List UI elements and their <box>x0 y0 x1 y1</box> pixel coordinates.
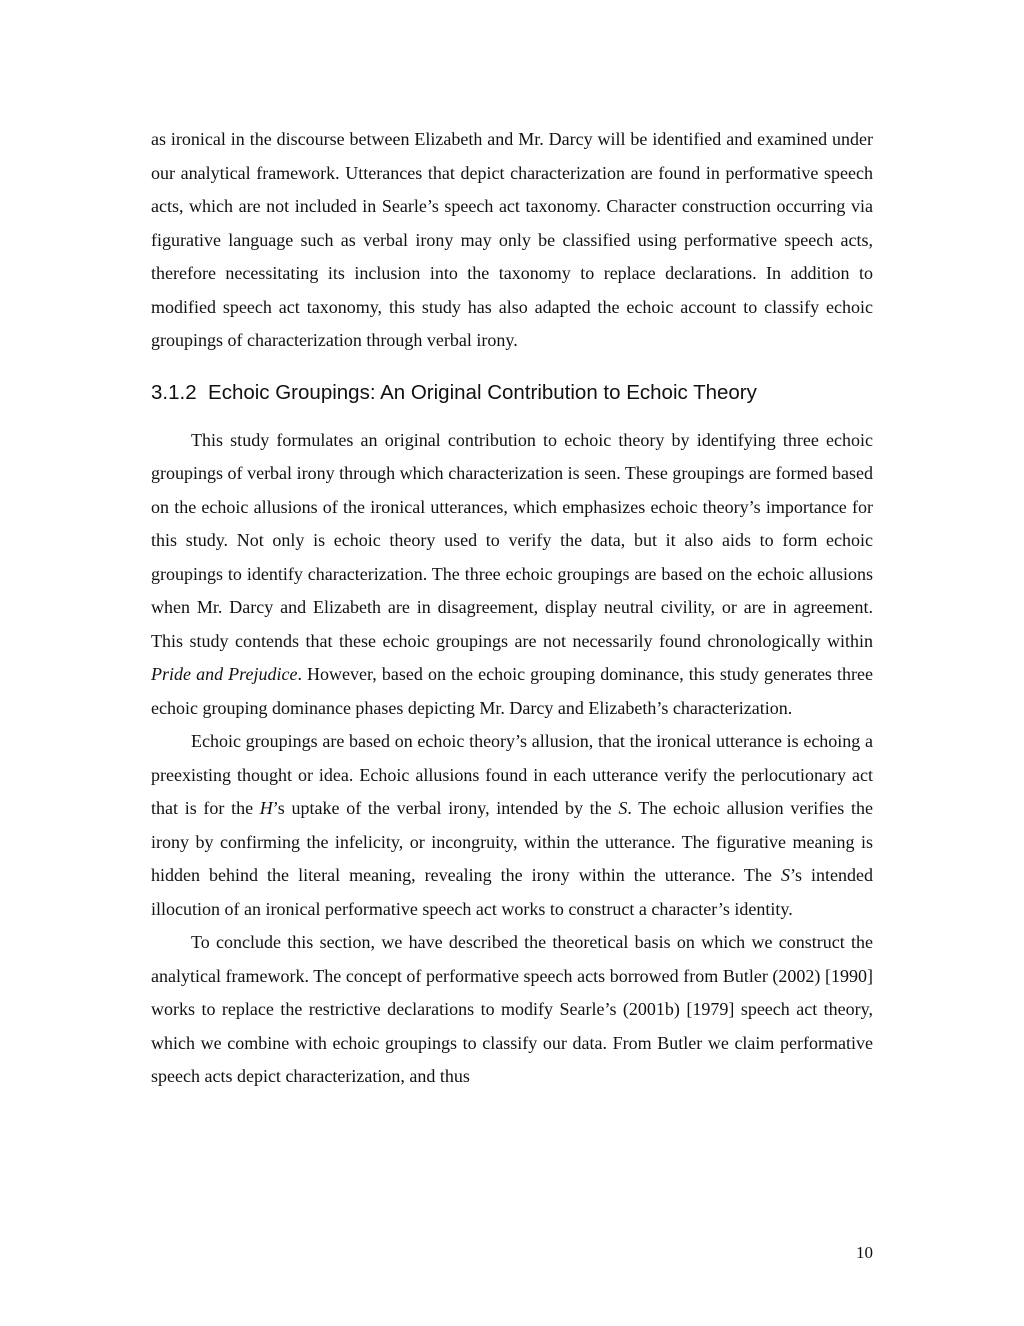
paragraph-echoic-allusion: Echoic groupings are based on echoic theory’s allusion, that the ironical utterance is echoing a preexisting thought or idea. Echoic allusions found in each utterance verify the perlocutionary act that is for the H’s uptake of the verbal irony, intended by the S. The echoic allusion verifies the irony by confirming the infelicity, or incongruity, within the utterance. The figurative meaning is hidden behind the literal meaning, revealing the irony within the utterance. The S’s intended illocution of an ironical performative speech act works to construct a character’s identity. <box>151 731 873 919</box>
section-title: Echoic Groupings: An Original Contribution to Echoic Theory <box>208 380 757 404</box>
page-body <box>151 123 873 1094</box>
page-number: 10 <box>856 1243 873 1262</box>
speaker-symbol: S <box>780 865 790 885</box>
hearer-symbol: H <box>259 798 273 818</box>
paragraph-conclusion: To conclude this section, we have described the theoretical basis on which we construct the analytical framework. The concept of performative speech acts borrowed from Butler (2002) [1990] works to replace the restrictive declarations to modify Searle’s (2001b) [1979] speech act theory, which we combine with echoic groupings to classify our data. From Butler we claim performative speech acts depict characterization, and thus <box>151 932 873 1086</box>
paragraph-echoic-groupings: This study formulates an original contribution to echoic theory by identifying three echoic groupings of verbal irony through which characterization is seen. These groupings are formed based on the echoic allusions of the ironical utterances, which emphasizes echoic theory’s importance for this study. Not only is echoic theory used to verify the data, but it also aids to form echoic groupings to identify characterization. The three echoic groupings are based on the echoic allusions when Mr. Darcy and Elizabeth are in disagreement, display neutral civility, or are in agreement. This study contends that these echoic groupings are not necessarily found chronologically within Pride and Prejudice. However, based on the echoic grouping dominance, this study generates three echoic grouping dominance phases depicting Mr. Darcy and Elizabeth’s characterization. <box>151 429 873 718</box>
section-number: 3.1.2 <box>151 380 197 404</box>
section-heading <box>151 380 873 406</box>
book-title: Pride and Prejudice <box>151 664 298 684</box>
paragraph-continuation: as ironical in the discourse between Elizabeth and Mr. Darcy will be identified and examined under our analytical framework. Utterances that depict characterization are found in performative speech acts, which are not included in Searle’s speech act taxonomy. Character construction occurring via figurative language such as verbal irony may only be classified using performative speech acts, therefore necessitating its inclusion into the taxonomy to replace declarations. In addition to modified speech act taxonomy, this study has also adapted the echoic account to classify echoic groupings of characterization through verbal irony. <box>151 129 873 350</box>
speaker-symbol: S <box>618 798 628 818</box>
